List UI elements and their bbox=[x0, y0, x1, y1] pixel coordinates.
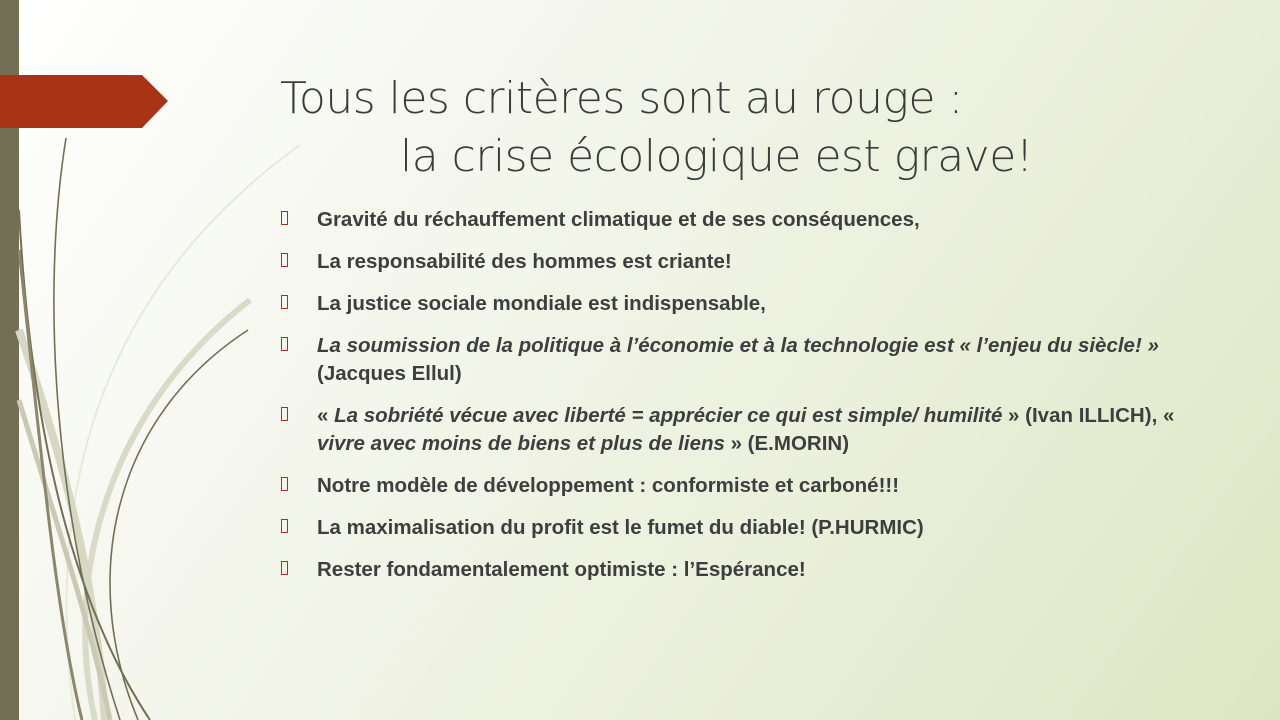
title-line-1: Tous les critères sont au rouge : bbox=[280, 73, 963, 124]
bullet-marker-icon bbox=[281, 519, 288, 533]
bullet-text: Notre modèle de développement : conformiste et carboné!!! bbox=[317, 474, 900, 497]
bullet-item bbox=[280, 472, 1210, 500]
bullet-item bbox=[280, 402, 1210, 458]
bullet-text-italic: La sobriété vécue avec liberté = apprécier ce qui est simple/ humilité bbox=[334, 404, 1003, 427]
bullet-text: » (E.MORIN) bbox=[724, 432, 850, 455]
bullet-marker-icon bbox=[281, 295, 288, 309]
bullet-marker-icon bbox=[281, 253, 288, 267]
bullet-marker-icon bbox=[281, 477, 288, 491]
bullet-text: Rester fondamentalement optimiste : l’Espérance! bbox=[317, 558, 806, 581]
bullet-marker-icon bbox=[281, 407, 288, 421]
bullet-item bbox=[280, 332, 1210, 388]
bullet-text: La justice sociale mondiale est indispensable, bbox=[317, 292, 766, 315]
bullet-text: « bbox=[317, 404, 335, 427]
bullet-list bbox=[280, 206, 1210, 598]
bullet-marker-icon bbox=[281, 337, 288, 351]
bullet-text: La responsabilité des hommes est criante! bbox=[317, 250, 732, 273]
bullet-marker-icon bbox=[281, 211, 288, 225]
accent-arrow-shape bbox=[0, 75, 168, 128]
bullet-item bbox=[280, 248, 1210, 276]
bullet-text: Gravité du réchauffement climatique et de ses conséquences, bbox=[317, 208, 920, 231]
bullet-text: La maximalisation du profit est le fumet du diable! (P.HURMIC) bbox=[317, 516, 924, 539]
title-line-2: la crise écologique est grave! bbox=[400, 131, 1033, 182]
bullet-text-italic: La soumission de la politique à l’économie et à la technologie est « l’enjeu du siècle! » bbox=[317, 334, 1159, 357]
bullet-item bbox=[280, 556, 1210, 584]
bullet-text-italic: vivre avec moins de biens et plus de liens bbox=[317, 432, 725, 455]
bullet-item bbox=[280, 290, 1210, 318]
bullet-text: (Jacques Ellul) bbox=[317, 362, 462, 385]
slide-title bbox=[280, 70, 1240, 186]
bullet-item bbox=[280, 514, 1210, 542]
bullet-item bbox=[280, 206, 1210, 234]
bullet-marker-icon bbox=[281, 561, 288, 575]
bullet-text: » (Ivan ILLICH), « bbox=[1002, 404, 1175, 427]
